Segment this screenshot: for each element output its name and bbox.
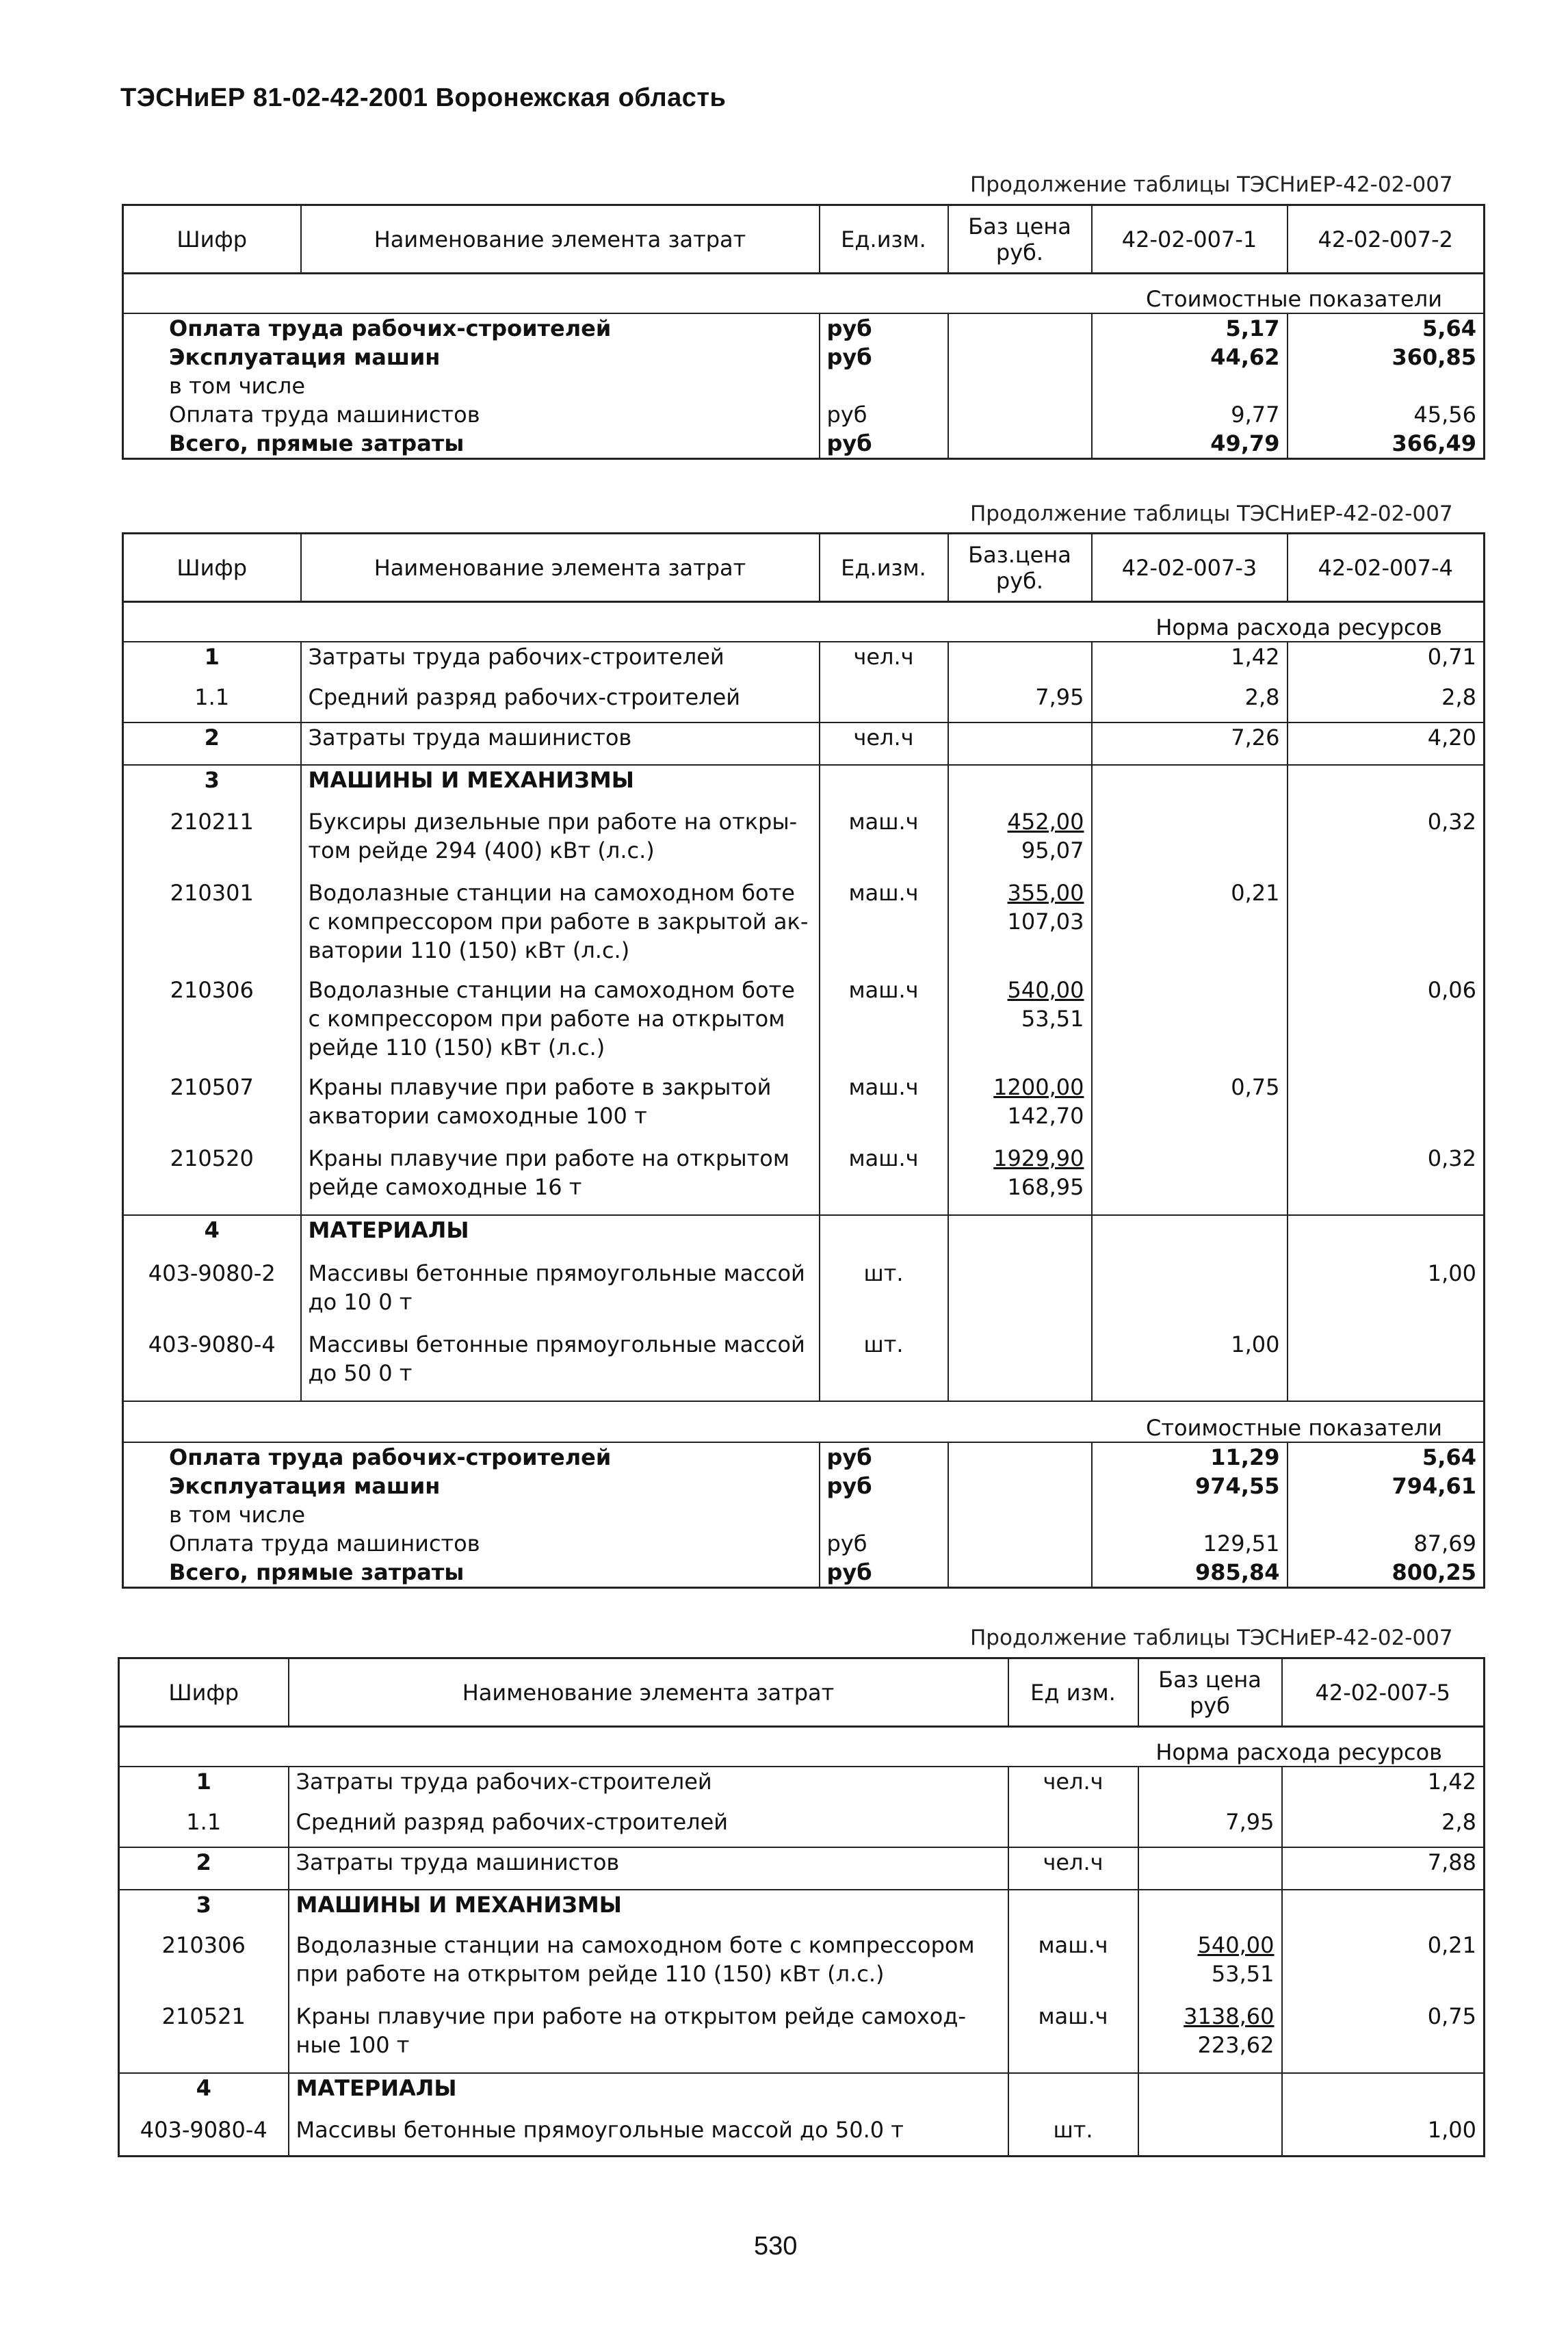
row-value-2: [1288, 1073, 1485, 1144]
table-row: [119, 1890, 1485, 1931]
col-header-price: Баз.цена руб.: [948, 534, 1092, 602]
row-price: 7,95: [948, 683, 1092, 722]
table-header-row: [119, 1658, 1485, 1727]
table-row: [123, 1500, 1485, 1529]
cost-name: Эксплуатация машин: [123, 343, 820, 372]
table-row: [123, 1073, 1485, 1144]
row-value-2: [1288, 878, 1485, 976]
table-row: [123, 343, 1485, 372]
col-header-name: Наименование элемента затрат: [289, 1658, 1008, 1727]
row-name: Водолазные станции на самоходном боте с компрессором при работе на открытом рейде 110 (150) кВт (л.с.): [301, 976, 820, 1073]
row-name: Краны плавучие при работе на открытом рейде самоход-ные 100 т: [289, 2002, 1008, 2073]
cost-value-2: 5,64: [1288, 1442, 1485, 1472]
row-code: 210521: [119, 2002, 289, 2073]
row-code: 210306: [123, 976, 301, 1073]
section-label: Стоимостные показатели: [123, 1401, 1485, 1442]
row-value-1: 7,26: [1092, 722, 1288, 765]
row-code: 210520: [123, 1144, 301, 1215]
resource-table-3: [118, 1657, 1485, 2157]
table-row: [119, 2115, 1485, 2157]
row-price: 355,00: [1007, 879, 1084, 906]
table-caption: Продолжение таблицы ТЭСНиЕР-42-02-007: [970, 1626, 1453, 1650]
resource-table-2: [122, 532, 1485, 1589]
row-price-wage: 95,07: [1021, 837, 1084, 863]
table-row: [123, 429, 1485, 459]
row-value-2: 0,32: [1288, 807, 1485, 878]
row-code: 210306: [119, 1931, 289, 2002]
row-name: Массивы бетонные прямоугольные массой до 10 0 т: [301, 1259, 820, 1330]
row-code: 403-9080-4: [119, 2115, 289, 2157]
row-name: Водолазные станции на самоходном боте с компрессором при работе на открытом рейде 110 (150) кВт (л.с.): [289, 1931, 1008, 2002]
row-value-1: 7,88: [1282, 1847, 1485, 1890]
row-unit: чел.ч: [1008, 1767, 1138, 1808]
col-header-price: Баз цена руб: [1138, 1658, 1282, 1727]
row-value-1: 1,42: [1282, 1767, 1485, 1808]
cost-name: Всего, прямые затраты: [123, 429, 820, 459]
table-row: [119, 1847, 1485, 1890]
cost-value-1: 49,79: [1092, 429, 1288, 459]
row-code: 3: [119, 1890, 289, 1931]
cost-value-1: 11,29: [1092, 1442, 1288, 1472]
cost-name: Оплата труда рабочих-строителей: [123, 1442, 820, 1472]
cost-name: Оплата труда машинистов: [123, 400, 820, 429]
row-name: МАШИНЫ И МЕХАНИЗМЫ: [289, 1890, 1008, 1931]
cost-table-1: [122, 204, 1485, 460]
row-unit: маш.ч: [1008, 2002, 1138, 2073]
row-code: 1.1: [123, 683, 301, 722]
row-price: 540,00: [1007, 976, 1084, 1003]
section-label: Стоимостные показатели: [123, 274, 1485, 313]
cost-value-2: 366,49: [1288, 429, 1485, 459]
page-number: 530: [754, 2232, 798, 2261]
row-value-1: 1,00: [1282, 2115, 1485, 2157]
row-value-1: [1092, 1259, 1288, 1330]
cost-unit: руб: [820, 343, 948, 372]
row-price-wage: 168,95: [1007, 1173, 1084, 1200]
row-code: 2: [123, 722, 301, 765]
col-header-norm-2: 42-02-007-2: [1288, 205, 1485, 274]
row-price-wage: 53,51: [1021, 1005, 1084, 1032]
col-header-norm-1: 42-02-007-1: [1092, 205, 1288, 274]
cost-value-2: 800,25: [1288, 1558, 1485, 1588]
table-row: [123, 313, 1485, 343]
row-value-1: 2,8: [1282, 1808, 1485, 1847]
row-value-2: 0,32: [1288, 1144, 1485, 1215]
table-row: [123, 1330, 1485, 1401]
cost-value-1: 5,17: [1092, 313, 1288, 343]
row-code: 4: [119, 2073, 289, 2115]
section-row: [123, 274, 1485, 313]
row-price-wage: 107,03: [1007, 908, 1084, 935]
table-row: [119, 1931, 1485, 2002]
row-price: 7,95: [1138, 1808, 1282, 1847]
row-code: 1.1: [119, 1808, 289, 1847]
cost-name: Оплата труда машинистов: [123, 1529, 820, 1558]
row-name: МАТЕРИАЛЫ: [301, 1215, 820, 1259]
row-name: Затраты труда рабочих-строителей: [289, 1767, 1008, 1808]
col-header-code: Шифр: [123, 205, 301, 274]
table-caption: Продолжение таблицы ТЭСНиЕР-42-02-007: [970, 502, 1453, 526]
cost-value-2: 5,64: [1288, 313, 1485, 343]
row-unit: маш.ч: [1008, 1931, 1138, 2002]
row-value-2: [1288, 1330, 1485, 1401]
col-header-code: Шифр: [123, 534, 301, 602]
col-header-norm-2: 42-02-007-4: [1288, 534, 1485, 602]
row-unit: чел.ч: [820, 642, 948, 683]
table-row: [123, 878, 1485, 976]
cost-value-2: 87,69: [1288, 1529, 1485, 1558]
cost-name: в том числе: [123, 372, 820, 400]
row-unit: маш.ч: [820, 807, 948, 878]
row-name: МАШИНЫ И МЕХАНИЗМЫ: [301, 765, 820, 807]
row-code: 403-9080-2: [123, 1259, 301, 1330]
cost-name: Оплата труда рабочих-строителей: [123, 313, 820, 343]
section-row: [119, 1727, 1485, 1767]
row-code: 210507: [123, 1073, 301, 1144]
table-row: [123, 1442, 1485, 1472]
cost-unit: руб: [820, 400, 948, 429]
row-unit: шт.: [820, 1259, 948, 1330]
cost-value-1: 44,62: [1092, 343, 1288, 372]
section-label: Норма расхода ресурсов: [119, 1727, 1485, 1767]
table-row: [123, 976, 1485, 1073]
row-name: Затраты труда рабочих-строителей: [301, 642, 820, 683]
row-unit: маш.ч: [820, 1073, 948, 1144]
table-row: [123, 1215, 1485, 1259]
table-row: [119, 2073, 1485, 2115]
cost-value-2: 45,56: [1288, 400, 1485, 429]
row-code: 4: [123, 1215, 301, 1259]
row-name: Затраты труда машинистов: [289, 1847, 1008, 1890]
row-value-1: 0,75: [1092, 1073, 1288, 1144]
cost-unit: руб: [820, 429, 948, 459]
table-row: [123, 807, 1485, 878]
col-header-unit: Ед.изм.: [820, 534, 948, 602]
row-value-1: 1,42: [1092, 642, 1288, 683]
row-name: Затраты труда машинистов: [301, 722, 820, 765]
table-header-row: [123, 534, 1485, 602]
table-row: [123, 1558, 1485, 1588]
row-value-2: 0,71: [1288, 642, 1485, 683]
cost-name: в том числе: [123, 1500, 820, 1529]
row-price-wage: 53,51: [1211, 1960, 1275, 1987]
row-value-1: 1,00: [1092, 1330, 1288, 1401]
table-row: [123, 1259, 1485, 1330]
cost-value-1: 129,51: [1092, 1529, 1288, 1558]
row-unit: шт.: [820, 1330, 948, 1401]
cost-name: Всего, прямые затраты: [123, 1558, 820, 1588]
table-row: [119, 2002, 1485, 2073]
section-label: Норма расхода ресурсов: [123, 602, 1485, 642]
cost-name: Эксплуатация машин: [123, 1472, 820, 1500]
row-code: 210211: [123, 807, 301, 878]
table-row: [119, 1808, 1485, 1847]
cost-value-2: 360,85: [1288, 343, 1485, 372]
row-unit: маш.ч: [820, 1144, 948, 1215]
row-unit: чел.ч: [820, 722, 948, 765]
row-value-1: 0,75: [1282, 2002, 1485, 2073]
row-name: Массивы бетонные прямоугольные массой до 50.0 т: [289, 2115, 1008, 2157]
cost-value-1: 974,55: [1092, 1472, 1288, 1500]
row-name: Краны плавучие при работе на открытом рейде самоходные 16 т: [301, 1144, 820, 1215]
row-name: Буксиры дизельные при работе на откры-том рейде 294 (400) кВт (л.с.): [301, 807, 820, 878]
row-value-2: 1,00: [1288, 1259, 1485, 1330]
row-value-1: 2,8: [1092, 683, 1288, 722]
row-code: 1: [119, 1767, 289, 1808]
cost-value-1: 9,77: [1092, 400, 1288, 429]
col-header-norm-1: 42-02-007-3: [1092, 534, 1288, 602]
page-header: ТЭСНиЕР 81-02-42-2001 Воронежская область: [120, 83, 727, 112]
table-row: [123, 1529, 1485, 1558]
row-price-wage: 142,70: [1007, 1102, 1084, 1129]
row-code: 3: [123, 765, 301, 807]
cost-unit: руб: [820, 313, 948, 343]
cost-unit: руб: [820, 1529, 948, 1558]
table-row: [123, 400, 1485, 429]
section-row: [123, 1401, 1485, 1442]
row-unit: маш.ч: [820, 878, 948, 976]
cost-value-2: 794,61: [1288, 1472, 1485, 1500]
row-unit: шт.: [1008, 2115, 1138, 2157]
cost-unit: руб: [820, 1472, 948, 1500]
col-header-price: Баз цена руб.: [948, 205, 1092, 274]
row-unit: маш.ч: [820, 976, 948, 1073]
row-name: Водолазные станции на самоходном боте с компрессором при работе в закрытой ак-ватории 110 (150) кВт (л.с.): [301, 878, 820, 976]
row-name: Краны плавучие при работе в закрытой акватории самоходные 100 т: [301, 1073, 820, 1144]
row-name: Массивы бетонные прямоугольные массой до 50 0 т: [301, 1330, 820, 1401]
row-price: 3138,60: [1184, 2003, 1275, 2029]
row-code: 1: [123, 642, 301, 683]
row-code: 403-9080-4: [123, 1330, 301, 1401]
row-name: Средний разряд рабочих-строителей: [301, 683, 820, 722]
table-row: [123, 1144, 1485, 1215]
row-value-1: 0,21: [1092, 878, 1288, 976]
table-row: [119, 1767, 1485, 1808]
row-price: 452,00: [1007, 808, 1084, 835]
col-header-unit: Ед изм.: [1008, 1658, 1138, 1727]
cost-unit: руб: [820, 1558, 948, 1588]
row-name: МАТЕРИАЛЫ: [289, 2073, 1008, 2115]
row-value-2: 4,20: [1288, 722, 1485, 765]
row-price: 1200,00: [993, 1073, 1084, 1100]
table-header-row: [123, 205, 1485, 274]
col-header-name: Наименование элемента затрат: [301, 205, 820, 274]
col-header-name: Наименование элемента затрат: [301, 534, 820, 602]
cost-value-1: 985,84: [1092, 1558, 1288, 1588]
row-name: Средний разряд рабочих-строителей: [289, 1808, 1008, 1847]
col-header-unit: Ед.изм.: [820, 205, 948, 274]
row-value-1: [1092, 976, 1288, 1073]
row-value-1: [1092, 1144, 1288, 1215]
col-header-code: Шифр: [119, 1658, 289, 1727]
row-value-2: 2,8: [1288, 683, 1485, 722]
table-row: [123, 765, 1485, 807]
row-price: 1929,90: [993, 1145, 1084, 1171]
row-price: 540,00: [1197, 1931, 1275, 1958]
table-row: [123, 722, 1485, 765]
row-code: 210301: [123, 878, 301, 976]
row-unit: чел.ч: [1008, 1847, 1138, 1890]
table-row: [123, 642, 1485, 683]
row-value-1: 0,21: [1282, 1931, 1485, 2002]
section-row: [123, 602, 1485, 642]
table-caption: Продолжение таблицы ТЭСНиЕР-42-02-007: [970, 172, 1453, 197]
row-code: 2: [119, 1847, 289, 1890]
table-row: [123, 1472, 1485, 1500]
row-value-2: 0,06: [1288, 976, 1485, 1073]
table-row: [123, 683, 1485, 722]
row-price-wage: 223,62: [1197, 2031, 1275, 2058]
col-header-norm-1: 42-02-007-5: [1282, 1658, 1485, 1727]
table-row: [123, 372, 1485, 400]
row-value-1: [1092, 807, 1288, 878]
cost-unit: руб: [820, 1442, 948, 1472]
